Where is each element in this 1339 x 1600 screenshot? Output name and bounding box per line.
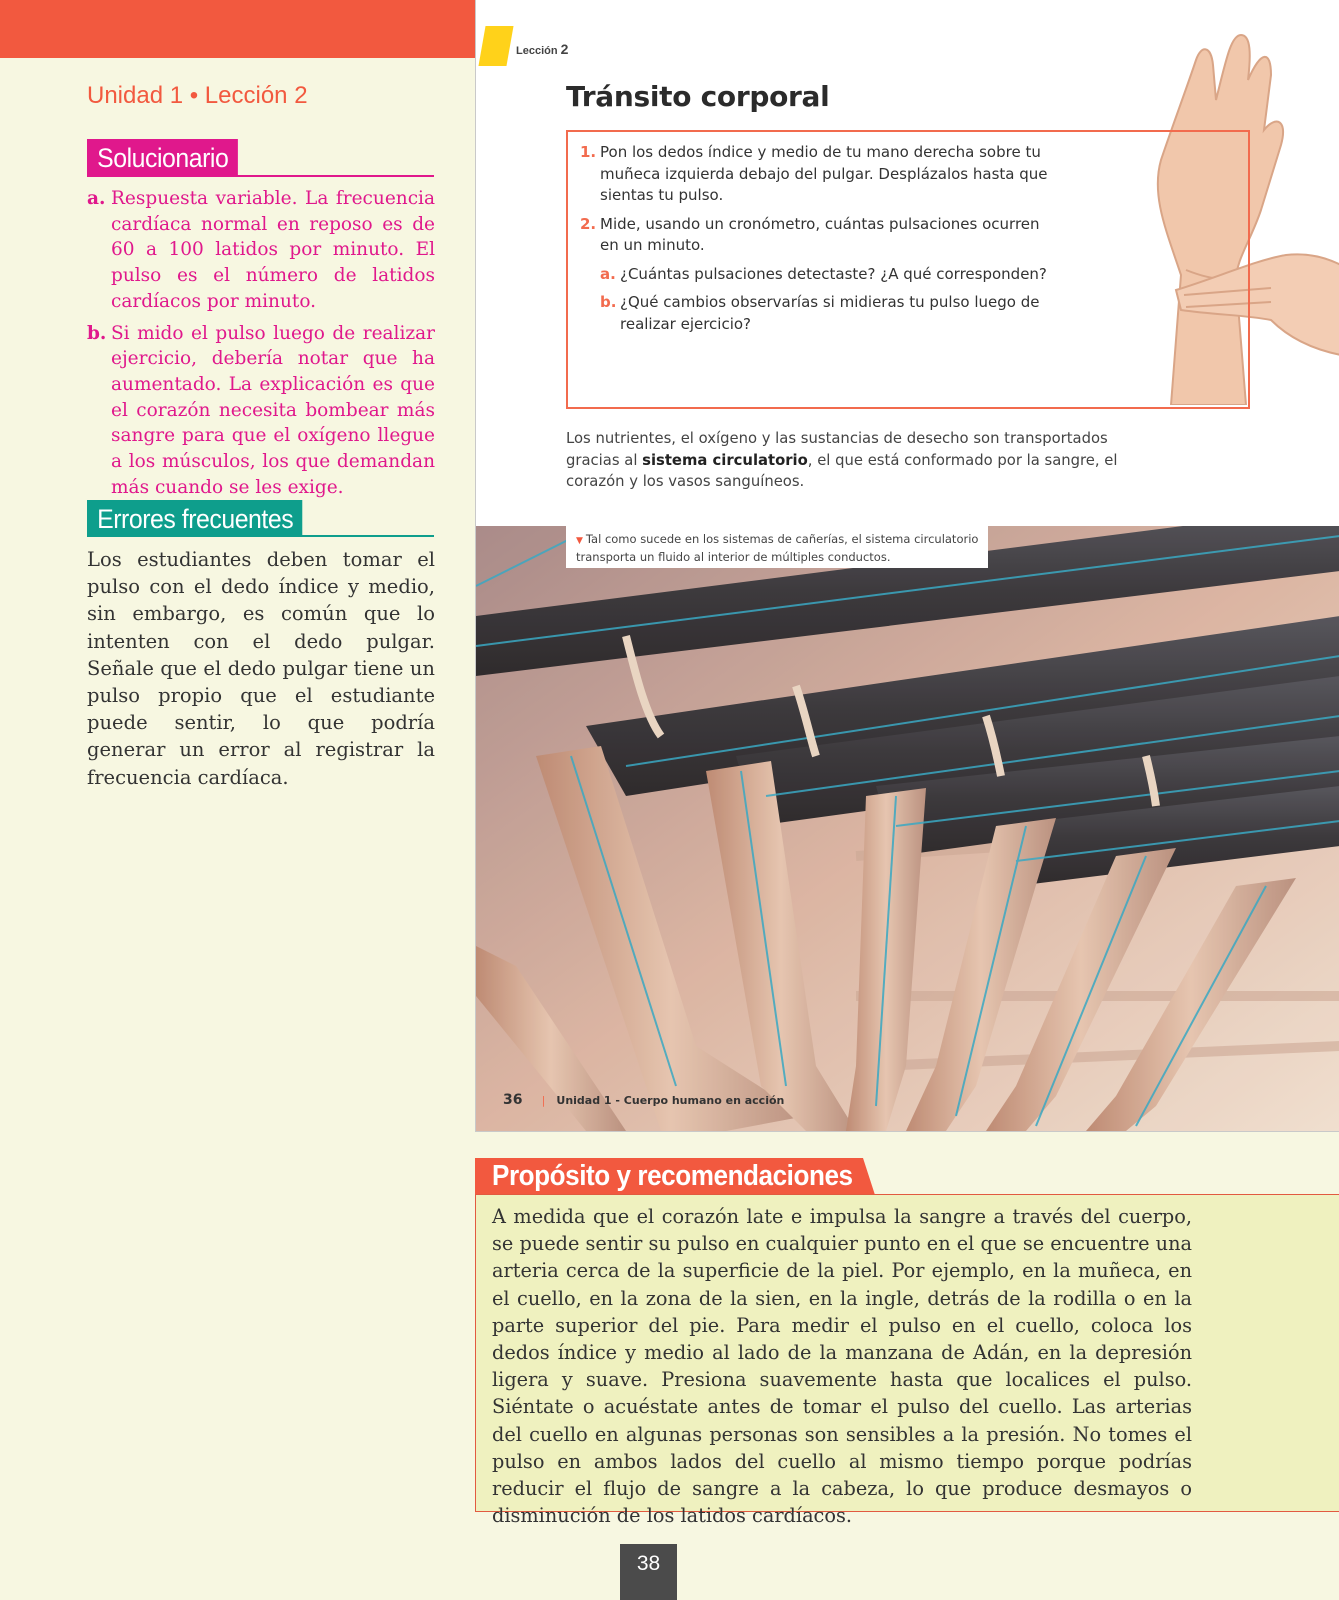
solucionario-item xyxy=(87,186,435,315)
pipes-photo xyxy=(476,526,1339,1131)
activity-substep xyxy=(600,264,1050,286)
textbook-page xyxy=(475,0,1339,1132)
book-footer-separator: | xyxy=(541,1094,546,1107)
book-paragraph-end: , el que está conformado por la sangre, el corazón y los vasos sanguíneos. xyxy=(566,451,1118,490)
substep-letter: a. xyxy=(600,264,616,283)
book-lesson-label xyxy=(516,41,568,57)
proposito-section xyxy=(475,1158,1339,1528)
book-footer-unit: Unidad 1 - Cuerpo humano en acción xyxy=(556,1094,785,1107)
book-paragraph-start: Los nutrientes, el oxígeno y las sustancias de desecho son transportados gracias al xyxy=(566,430,1108,469)
activity-step xyxy=(580,142,1050,207)
activity-box xyxy=(566,130,1250,409)
solucionario-item-letter: b. xyxy=(87,322,107,344)
solucionario-item-letter: a. xyxy=(87,188,106,209)
step-number: 2. xyxy=(580,214,597,233)
step-text: Mide, usando un cronómetro, cuántas pulsaciones ocurren en un minuto. xyxy=(600,214,1040,254)
step-number: 1. xyxy=(580,143,597,161)
book-paragraph-keyword: sistema circulatorio xyxy=(642,451,808,469)
errores-title: Errores frecuentes xyxy=(87,500,302,537)
activity-step xyxy=(580,214,1050,257)
page-number: 38 xyxy=(620,1544,677,1600)
caption-text: Tal como sucede en los sistemas de cañerías, el sistema circulatorio transporta un fluido al interior de múltiples conductos. xyxy=(576,532,979,564)
caption-triangle-icon: ▼ xyxy=(576,536,583,546)
book-lesson-number: 2 xyxy=(560,41,569,57)
photo-caption xyxy=(566,526,988,568)
solucionario-title: Solucionario xyxy=(87,139,238,177)
activity-steps xyxy=(580,142,1050,342)
book-footer xyxy=(503,1087,784,1111)
solucionario-item-text: Si mido el pulso luego de realizar ejercicio, debería notar que ha aumentado. La explicación es que el corazón necesita bombear más sangre para que el oxígeno llegue a los músculos, los que demandan más cuando se les exige. xyxy=(111,322,435,498)
substep-letter: b. xyxy=(600,293,617,311)
book-lesson-word: Lección xyxy=(516,45,558,57)
book-page-number: 36 xyxy=(503,1092,523,1108)
proposito-text: A medida que el corazón late e impulsa la sangre a través del cuerpo, se puede sentir su pulso en cualquier punto en el que se encuentre una arteria cerca de la superficie de la piel. Por ejemplo, en la muñeca, en el cuello, en la zona de la sien, en la ingle, detrás de la rodilla o en la parte superior del pie. Para medir el pulso en el cuello, coloca los dedos índice y medio al lado de la manzana de Adán, en la depresión ligera y suave. Presiona suavemente hasta que localices el pulso. Siéntate o acuéstate antes de tomar el pulso del cuello. Las arterias del cuello en algunas personas son sensibles a la presión. No tomes el pulso en ambos lados del cuello al mismo tiempo porque podrías reducir el flujo de sangre a la cabeza, lo que produce desmayos o disminución de los latidos cardíacos. xyxy=(492,1205,1192,1528)
proposito-body xyxy=(475,1195,1339,1528)
top-color-bar xyxy=(0,0,475,58)
solucionario-list xyxy=(87,186,435,506)
errores-header xyxy=(87,500,434,537)
lesson-flag xyxy=(478,26,513,66)
substep-text: ¿Cuántas pulsaciones detectaste? ¿A qué corresponden? xyxy=(620,264,1047,283)
step-text: Pon los dedos índice y medio de tu mano derecha sobre tu muñeca izquierda debajo del pulgar. Desplázalos hasta que sientas tu pulso. xyxy=(600,143,1048,204)
solucionario-item xyxy=(87,321,435,501)
book-paragraph xyxy=(566,428,1166,493)
activity-substep xyxy=(600,292,1050,335)
errores-text: Los estudiantes deben tomar el pulso con el dedo índice y medio, sin embargo, es común que lo intenten con el dedo pulgar. Señale que el dedo pulgar tiene un pulso propio que el estudiante puede sentir, lo que podría generar un error al registrar la frecuencia cardíaca. xyxy=(87,548,435,789)
solucionario-header xyxy=(87,139,434,177)
proposito-title: Propósito y recomendaciones xyxy=(492,1160,853,1192)
book-title: Tránsito corporal xyxy=(566,80,830,113)
solucionario-item-text: Respuesta variable. La frecuencia cardíaca normal en reposo es de 60 a 100 latidos por minuto. El pulso es el número de latidos cardíacos por minuto. xyxy=(111,188,435,312)
unit-lesson-heading: Unidad 1 • Lección 2 xyxy=(87,82,308,109)
substep-text: ¿Qué cambios observarías si midieras tu pulso luego de realizar ejercicio? xyxy=(620,293,1040,333)
